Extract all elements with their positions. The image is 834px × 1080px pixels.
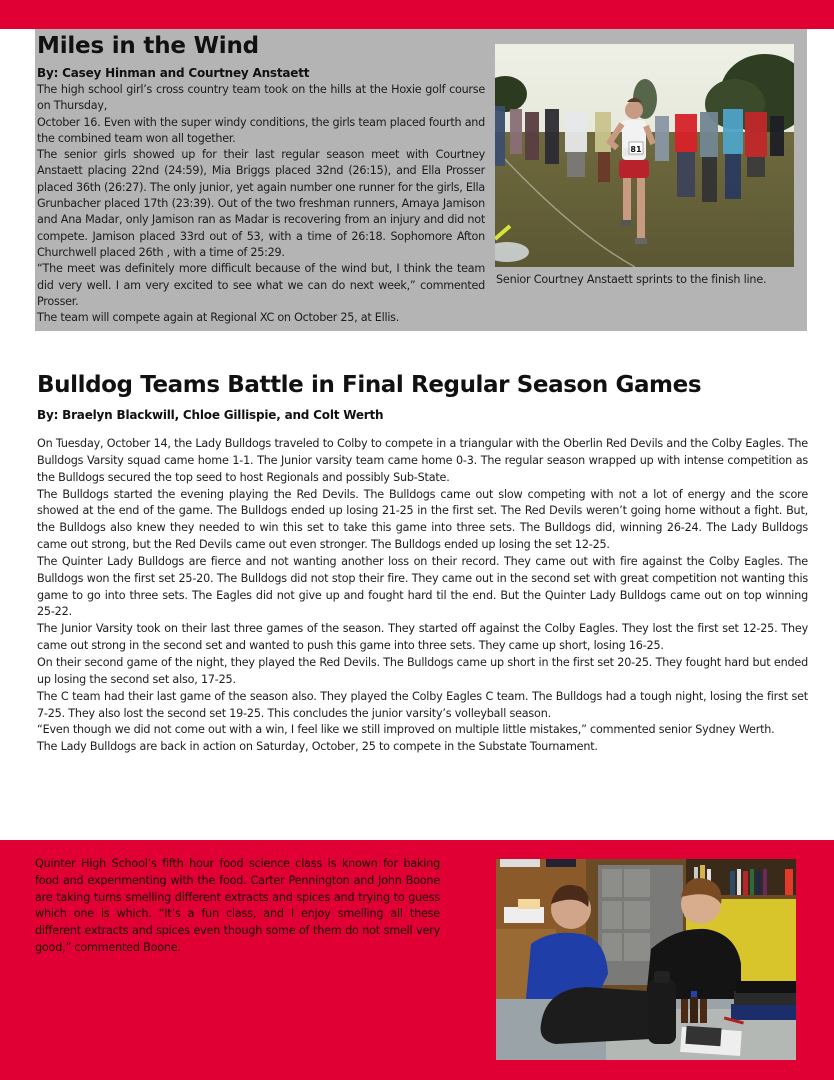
article-title: Bulldog Teams Battle in Final Regular Season Games xyxy=(37,372,702,398)
article-byline: By: Braelyn Blackwill, Chloe Gillispie, and Colt Werth xyxy=(37,408,384,422)
article-paragraph: “Even though we did not come out with a win, I feel like we still improved on multiple little mistakes,” commented senior Sydney Werth. xyxy=(37,723,775,737)
article-paragraph: On their second game of the night, they played the Red Devils. The Bulldogs came up short in the first set 20-25. They fought hard but ended up losing the second set also, 17-25. xyxy=(37,655,808,686)
article-paragraph: The Lady Bulldogs are back in action on Saturday, October, 25 to compete in the Substate Tournament. xyxy=(37,740,598,754)
article-byline: By: Casey Hinman and Courtney Anstaett xyxy=(37,66,310,80)
race-bib-number: 81 xyxy=(630,145,642,154)
article-paragraph: The Quinter Lady Bulldogs are fierce and not wanting another loss on their record. They came out with fire against the Colby Eagles. The Bulldogs won the first set 25-20. The Bulldogs did not stop their fire. They came out in the second set with great competition not wanting this game to go into three sets. The Eagles did not give up and fought hard til the end. But the Quinter Lady Bulldogs came out on top winning 25-22. xyxy=(37,554,808,619)
article-paragraph: The senior girls showed up for their last regular season meet with Courtney Anstaett placing 22nd (24:59), Mia Briggs placed 32nd (26:15), and Ella Prosser placed 36th (26:27). The only junior, yet again number one runner for the girls, Ella Grunbacher placed 17th (23:39). Out of the two freshman runners, Amaya Jamison and Ana Madar, only Jamison ran as Madar is recovering from an injury and did not compete. Jamison placed 33rd out of 53, with a time of 26:18. Sophomore Afton Churchwell placed 26th , with a time of 25:29. xyxy=(37,148,485,259)
photo-caption: Senior Courtney Anstaett sprints to the finish line. xyxy=(496,273,767,286)
runner-photo xyxy=(495,44,794,267)
article-paragraph: “The meet was definitely more difficult because of the wind but, I think the team did very well. I am very excited to see what we can do next week,” commented Prosser. xyxy=(37,262,485,308)
article-paragraph: October 16. Even with the super windy conditions, the girls team placed fourth and the combined team won all together. xyxy=(37,115,485,145)
article-body xyxy=(37,82,485,326)
food-science-class-photo xyxy=(496,859,796,1060)
food-science-article-body: Quinter High School’s fifth hour food science class is known for baking food and experimenting with the food. Carter Pennington and John Boone are taking turns smelling different extracts and spices and trying to guess which one is which. “It’s a fun class, and I enjoy smelling all these different extracts and spices even though some of them do not smell very good,” commented Boone. xyxy=(35,857,440,954)
top-red-band xyxy=(0,0,834,29)
article-title: Miles in the Wind xyxy=(37,33,259,59)
runner-photo-illustration xyxy=(495,44,794,267)
article-paragraph: The Bulldogs started the evening playing the Red Devils. The Bulldogs came out slow competing with not a lot of energy and the score showed at the end of the game. The Bulldogs ended up losing 21-25 in the first set. The Red Devils weren’t going home without a fight. But, the Bulldogs also knew they needed to win this set to take this game into three sets. The Bulldogs did, winning 26-24. The Lady Bulldogs came out strong, but the Red Devils came out even stronger. The Bulldogs ended up losing the set 12-25. xyxy=(37,487,808,552)
article-paragraph: On Tuesday, October 14, the Lady Bulldogs traveled to Colby to compete in a triangular with the Oberlin Red Devils and the Colby Eagles. The Bulldogs Varsity squad came home 1-1. The Junior varsity team came home 0-3. The regular season wrapped up with intense competition as the Bulldogs secured the top seed to host Regionals and possibly Sub-State. xyxy=(37,437,808,484)
article-body xyxy=(37,436,808,756)
article-paragraph: The C team had their last game of the season also. They played the Colby Eagles C team. The Bulldogs had a tough night, losing the first set 7-25. They also lost the second set 19-25. This concludes the junior varsity’s volleyball season. xyxy=(37,689,808,720)
article-paragraph: The high school girl’s cross country team took on the hills at the Hoxie golf course on Thursday, xyxy=(37,83,485,113)
classroom-photo-illustration xyxy=(496,859,796,1060)
article-paragraph: The team will compete again at Regional XC on October 25, at Ellis. xyxy=(37,311,400,325)
article-paragraph: The Junior Varsity took on their last three games of the season. They started off against the Colby Eagles. They lost the first set 12-25. They came out strong in the second set and wanted to push this game into three sets. They came up short, losing 16-25. xyxy=(37,622,808,653)
